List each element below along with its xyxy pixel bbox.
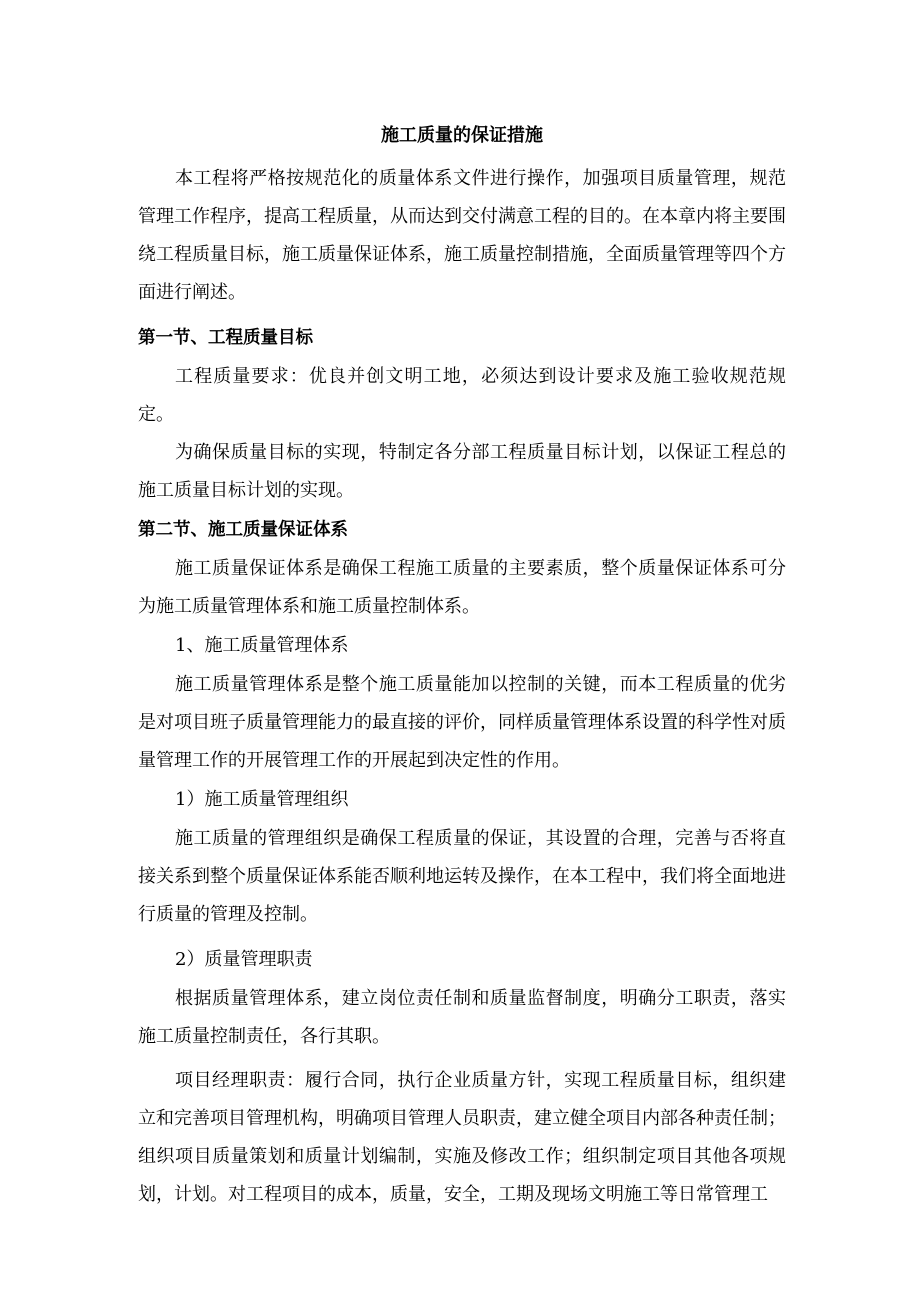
intro-paragraph: 本工程将严格按规范化的质量体系文件进行操作，加强项目质量管理，规范管理工作程序，提高工程质量，从而达到交付满意工程的目的。在本章内将主要围绕工程质量目标，施工质量保证体系，施工质量控制措施，全面质量管理等四个方面进行阐述。 (138, 168, 786, 303)
section-heading-quality-assurance-system: 第二节、施工质量保证体系 (138, 520, 348, 540)
subheading-management-organization: 1）施工质量管理组织 (175, 789, 349, 810)
quality-goal-plan-paragraph: 为确保质量目标的实现，特制定各分部工程质量目标计划，以保证工程总的施工质量目标计划的实现。 (138, 442, 786, 501)
subheading-management-system: 1、施工质量管理体系 (175, 635, 349, 656)
management-organization-paragraph: 施工质量的管理组织是确保工程质量的保证，其设置的合理，完善与否将直接关系到整个质量保证体系能否顺利地运转及操作，在本工程中，我们将全面地进行质量的管理及控制。 (138, 828, 786, 925)
project-manager-duties-paragraph: 项目经理职责：履行合同，执行企业质量方针，实现工程质量目标，组织建立和完善项目管理机构，明确项目管理人员职责，建立健全项目内部各种责任制；组织项目质量策划和质量计划编制，实施及修改工作；组织制定项目其他各项规划，计划。对工程项目的成本，质量，安全，工期及现场文明施工等日常管理工 (138, 1070, 786, 1205)
document-title: 施工质量的保证措施 (381, 125, 543, 146)
management-duties-paragraph: 根据质量管理体系，建立岗位责任制和质量监督制度，明确分工职责，落实施工质量控制责任，各行其职。 (138, 988, 786, 1047)
subheading-management-duties: 2）质量管理职责 (175, 949, 313, 970)
quality-requirement-paragraph: 工程质量要求：优良并创文明工地，必须达到设计要求及施工验收规范规定。 (138, 366, 786, 425)
document-page (138, 112, 786, 1214)
section-heading-quality-goal: 第一节、工程质量目标 (138, 328, 313, 348)
management-system-paragraph: 施工质量管理体系是整个施工质量能加以控制的关键，而本工程质量的优劣是对项目班子质量管理能力的最直接的评价，同样质量管理体系设置的科学性对质量管理工作的开展管理工作的开展起到决定性的作用。 (138, 674, 786, 771)
assurance-system-paragraph: 施工质量保证体系是确保工程施工质量的主要素质，整个质量保证体系可分为施工质量管理体系和施工质量控制体系。 (138, 558, 786, 617)
